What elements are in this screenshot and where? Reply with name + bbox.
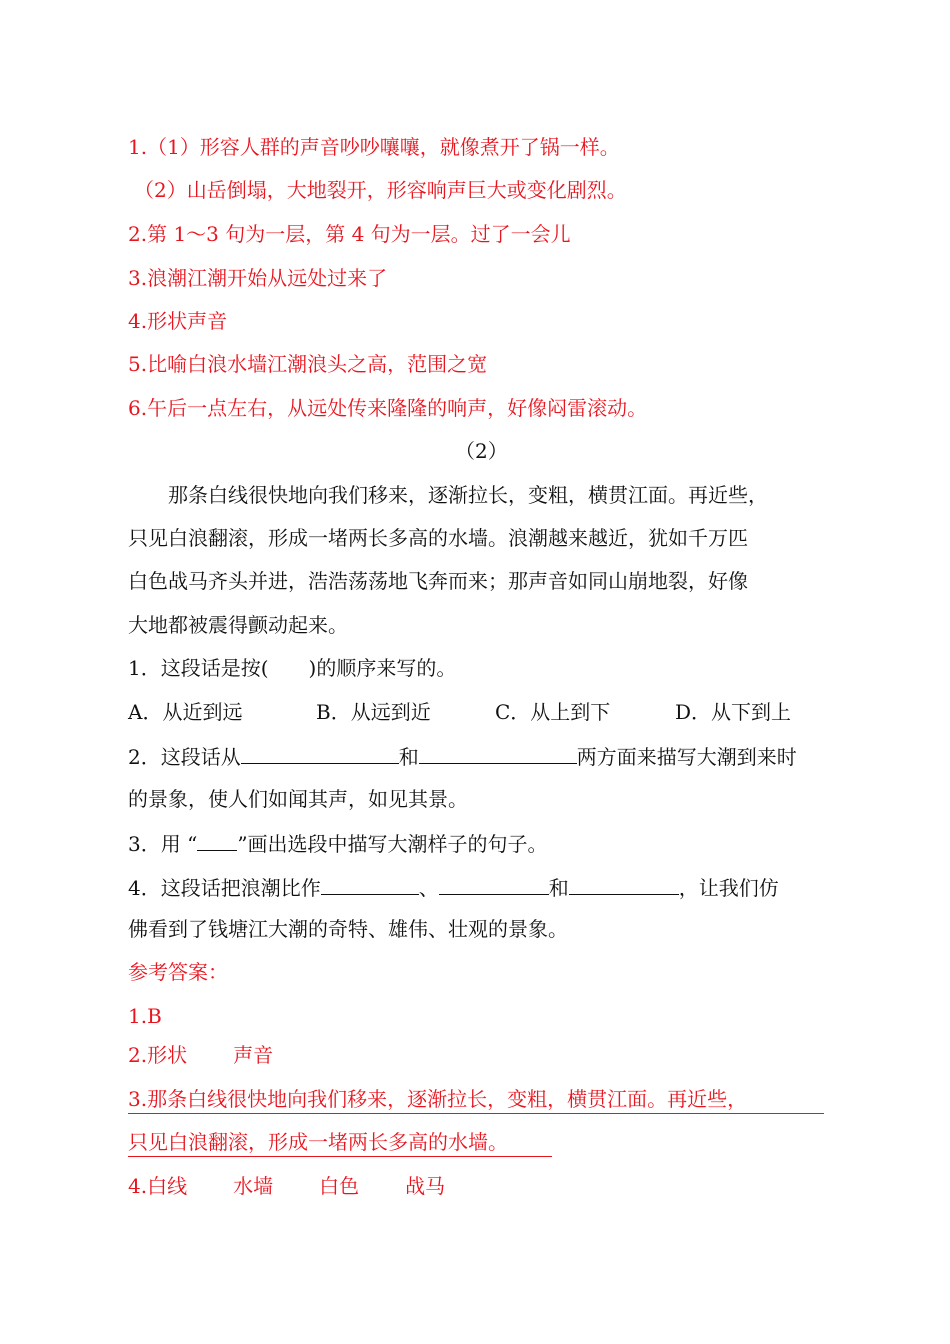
- answer2-3-underline-2: [128, 1156, 552, 1157]
- answer-1-1: 1.（1）形容人群的声音吵吵嚷嚷，就像煮开了锅一样。: [128, 135, 620, 159]
- passage-line-2: 只见白浪翻滚，形成一堵两长多高的水墙。浪潮越来越近，犹如千万匹: [128, 526, 748, 550]
- passage-line-1: 那条白线很快地向我们移来，逐渐拉长，变粗，横贯江面。再近些，: [168, 483, 768, 507]
- answer2-3-line1: 3.那条白线很快地向我们移来，逐渐拉长，变粗，横贯江面。再近些，: [128, 1087, 748, 1111]
- answer2-2-b: 声音: [233, 1043, 274, 1067]
- question-2-line2: 的景象，使人们如闻其声，如见其景。: [128, 787, 468, 811]
- answer2-2-a: 2.形状: [128, 1043, 188, 1067]
- reference-answers-label: 参考答案：: [128, 960, 228, 984]
- passage-line-4: 大地都被震得颤动起来。: [128, 613, 348, 637]
- question-1: 1．这段话是按( )的顺序来写的。: [128, 656, 457, 680]
- question-2-and: 和: [398, 745, 419, 769]
- question-3-prefix: 3．用 “: [128, 832, 198, 856]
- answer-6: 6.午后一点左右，从远处传来隆隆的响声，好像闷雷滚动。: [128, 396, 648, 420]
- question-2-suffix: 两方面来描写大潮到来时: [576, 745, 797, 769]
- question-3-suffix: ”画出选段中描写大潮样子的句子。: [237, 832, 548, 856]
- answer-4: 4.形状声音: [128, 309, 228, 333]
- option-d: D．从下到上: [675, 700, 792, 724]
- underline-sample: [197, 828, 237, 851]
- section-heading: （2）: [455, 439, 508, 463]
- answer-blank-q4-3[interactable]: [569, 872, 679, 895]
- answer2-3-line2: 只见白浪翻滚，形成一堵两长多高的水墙。: [128, 1130, 508, 1154]
- answer-5: 5.比喻白浪水墙江潮浪头之高，范围之宽: [128, 352, 488, 376]
- answer-2: 2.第 1～3 句为一层，第 4 句为一层。过了一会儿: [128, 222, 571, 246]
- option-a: A．从近到远: [128, 700, 243, 724]
- answer2-4-d: 战马: [405, 1174, 446, 1198]
- answer2-4-c: 白色: [319, 1174, 360, 1198]
- question-4-suffix: ，让我们仿: [678, 876, 779, 900]
- answer2-2: [128, 1041, 273, 1069]
- answer-3: 3.浪潮江潮开始从远处过来了: [128, 266, 388, 290]
- question-4-line2: 佛看到了钱塘江大潮的奇特、雄伟、壮观的景象。: [128, 917, 568, 941]
- answer2-4-a: 4.白线: [128, 1174, 188, 1198]
- question-2: [128, 741, 797, 771]
- answer-blank-q4-1[interactable]: [321, 872, 419, 895]
- answer2-4-b: 水墙: [233, 1174, 274, 1198]
- question-4: [128, 872, 779, 902]
- question-4-sep1: 、: [418, 876, 439, 900]
- answer-blank-q2-1[interactable]: [241, 741, 399, 764]
- option-b: B．从远到近: [316, 700, 431, 724]
- answer-blank-q4-2[interactable]: [439, 872, 549, 895]
- answer2-1: 1.B: [128, 1004, 162, 1028]
- answer2-3-underline-1: [128, 1113, 824, 1114]
- question-4-prefix: 4．这段话把浪潮比作: [128, 876, 321, 900]
- question-4-sep2: 和: [548, 876, 569, 900]
- question-2-prefix: 2．这段话从: [128, 745, 241, 769]
- passage-line-3: 白色战马齐头并进，浩浩荡荡地飞奔而来；那声音如同山崩地裂，好像: [128, 569, 748, 593]
- answer-1-2: （2）山岳倒塌，大地裂开，形容响声巨大或变化剧烈。: [134, 178, 627, 202]
- answer-blank-q2-2[interactable]: [419, 741, 577, 764]
- answer2-4: [128, 1172, 445, 1200]
- question-3: [128, 828, 548, 858]
- option-c: C．从上到下: [495, 700, 611, 724]
